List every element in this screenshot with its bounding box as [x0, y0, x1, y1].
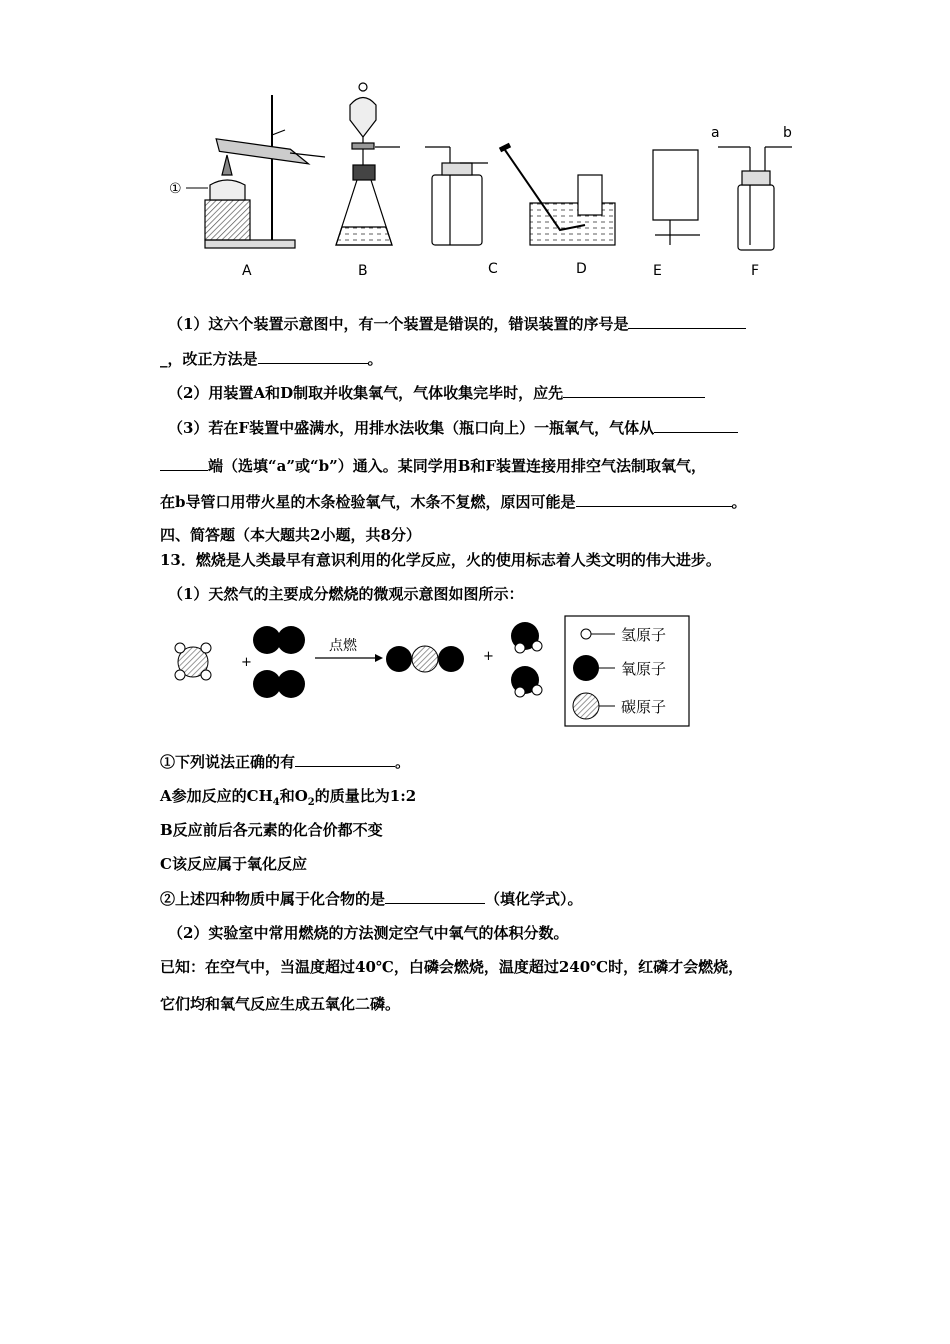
q1-line2: _，改正方法是 。: [160, 350, 383, 368]
legend-carbon: 碳原子: [621, 698, 667, 716]
section-4-title: 四、简答题（本大题共2小题，共8分）: [160, 526, 421, 544]
q13-part2: （2）实验室中常用燃烧的方法测定空气中氧气的体积分数。: [168, 924, 569, 942]
port-b-label: b: [783, 125, 792, 141]
q13-option-b: B反应前后各元素的化合价都不变: [160, 821, 383, 839]
reaction-arrow: [315, 637, 383, 662]
known-line-2: 它们均和氧气反应生成五氧化二磷。: [160, 995, 401, 1013]
marker-circled-1: [169, 181, 208, 197]
known-line-1: 已知：在空气中，当温度超过40℃，白磷会燃烧，温度超过240℃时，红磷才会燃烧，: [160, 958, 744, 976]
oxygen-molecules: [253, 626, 305, 698]
q3-line1: （3）若在F装置中盛满水，用排水法收集（瓶口向上）一瓶氧气，气体从: [168, 417, 738, 438]
apparatus-e: [653, 150, 700, 245]
q13-option-a: A参加反应的$CH_4$和$O_2$的质量比为1:2: [160, 787, 417, 808]
q13-statement-2: ②上述四种物质中属于化合物的是 （填化学式）。: [160, 890, 583, 908]
plus-sign-2: +: [483, 649, 494, 664]
q13-option-c: C该反应属于氧化反应: [160, 855, 307, 873]
apparatus-c: [425, 147, 488, 245]
apparatus-d: [500, 145, 615, 245]
q13-statement-1: ①下列说法正确的有 。: [160, 753, 411, 771]
plus-sign-1: +: [241, 655, 252, 670]
water-molecules: [511, 622, 542, 697]
apparatus-figure: [160, 75, 810, 290]
apparatus-b: [336, 83, 400, 245]
q1-line1: （1）这六个装置示意图中，有一个装置是错误的，错误装置的序号是: [168, 313, 746, 334]
legend-oxygen: 氧原子: [621, 660, 667, 678]
q2-line: （2）用装置A和D制取并收集氧气，气体收集完毕时，应先: [168, 382, 705, 403]
apparatus-a: [205, 95, 325, 248]
svg-text:点燃: 点燃: [329, 638, 357, 654]
label-d: D: [576, 261, 587, 277]
legend-box: [565, 616, 689, 726]
q3-line2: 端（选填“a”或“b”）通入。某同学用B和F装置连接用排空气法制取氧气，: [160, 455, 706, 476]
q13-part1: （1）天然气的主要成分燃烧的微观示意图如图所示：: [168, 585, 524, 603]
svg-text:①: ①: [169, 181, 182, 197]
port-a-label: a: [711, 125, 720, 141]
legend-hydrogen: 氢原子: [621, 626, 667, 644]
methane-molecule: [175, 643, 211, 680]
label-b: B: [358, 263, 368, 279]
reaction-diagram: [165, 612, 695, 732]
label-c: C: [488, 261, 498, 277]
label-f: F: [751, 263, 760, 279]
label-a: A: [242, 263, 252, 279]
q3-line3: 在b导管口用带火星的木条检验氧气，木条不复燃，原因可能是 。: [160, 493, 747, 511]
apparatus-f: [718, 147, 792, 250]
q13-intro: 13．燃烧是人类最早有意识利用的化学反应，火的使用标志着人类文明的伟大进步。: [160, 551, 721, 569]
label-e: E: [653, 263, 662, 279]
carbon-dioxide-molecule: [386, 646, 464, 672]
